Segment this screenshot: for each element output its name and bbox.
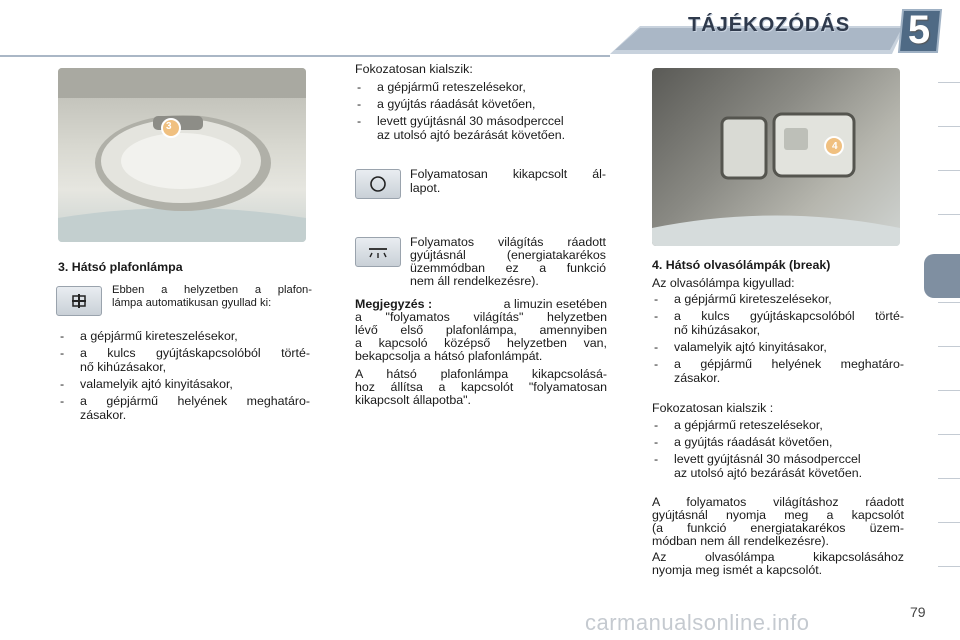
para-line3: kikapcsolt állapotba". [355, 393, 471, 407]
page-number: 79 [910, 604, 926, 620]
middle-intro: Fokozatosan kialszik: [355, 62, 473, 76]
off-position-text-line2: lapot. [410, 181, 441, 195]
list-item: a gépjármű helyének meghatáro- [80, 394, 310, 408]
note-block [355, 298, 607, 363]
on-position-text-line4: nem áll rendelkezésre). [410, 274, 539, 288]
off-position-text-line1: Folyamatosan kikapcsolt ál- [410, 167, 606, 181]
middle-conditions-list: - a gépjármű reteszelésekor, - a gyújtás ráadását követően, - levett gyújtásnál 30 másodperccel az utolsó ajtó bezárását követően. [355, 80, 607, 145]
note-line4: a kapcsoló középső helyzetben van, [355, 336, 607, 350]
para-line2: hoz állítsa a kapcsolót "folyamatosan [355, 380, 607, 394]
para-line1: Az olvasólámpa kikapcsolásához [652, 550, 904, 564]
para-line1: A hátsó plafonlámpa kikapcsolásá- [355, 367, 607, 381]
list-item: a kulcs gyújtáskapcsolóból törté- [80, 346, 310, 360]
list-item: a gyújtás ráadását követően, [377, 97, 536, 111]
watermark: carmanualsonline.info [585, 610, 810, 635]
list-item: a gépjármű reteszelésekor, [377, 80, 526, 94]
auto-mode-switch-icon [56, 286, 102, 316]
rear-ceiling-lamp-photo [58, 68, 306, 242]
list-item-cont: az utolsó ajtó bezárását követően. [674, 466, 863, 480]
para-line4: módban nem áll rendelkezésre). [652, 534, 830, 548]
rear-ceiling-lamp-heading: 3. Hátsó plafonlámpa [58, 260, 183, 274]
list-item: levett gyújtásnál 30 másodperccel [377, 114, 564, 128]
on-position-text-line2: gyújtásnál (energiatakarékos [410, 248, 606, 262]
right-para2 [652, 551, 904, 577]
right-intro: Az olvasólámpa kigyullad: [652, 276, 795, 290]
rear-reading-lamp-photo [652, 68, 900, 246]
note-line5: bekapcsolja a hátsó plafonlámpát. [355, 349, 543, 363]
list-item-cont: nő kihúzásakor, [80, 360, 167, 374]
right-off-conditions-list: - a gépjármű reteszelésekor, - a gyújtás ráadását követően, - levett gyújtásnál 30 másodperccel az utolsó ajtó bezárását követően. [652, 418, 904, 483]
switch-off-paragraph [355, 368, 607, 407]
para-line2: nyomja meg ismét a kapcsolót. [652, 563, 823, 577]
list-item: levett gyújtásnál 30 másodperccel [674, 452, 861, 466]
list-item: a kulcs gyújtáskapcsolóból törté- [674, 309, 904, 323]
note-line3: lévő első plafonlámpa, amennyiben [355, 323, 607, 337]
para-line1: A folyamatos világításhoz ráadott [652, 495, 904, 509]
page-title: TÁJÉKOZÓDÁS [688, 14, 851, 36]
list-item-cont: zásakor. [80, 408, 127, 422]
rear-reading-lamp-heading: 4. Hátsó olvasólámpák (break) [652, 258, 831, 272]
on-position-switch-icon [355, 237, 401, 267]
list-item: valamelyik ajtó kinyitásakor, [674, 340, 827, 354]
chapter-number: 5 [907, 8, 931, 52]
note-line2: a "folyamatos világítás" helyzetben [355, 310, 607, 324]
para-line3: (a funkció energiatakarékos üzem- [652, 521, 904, 535]
off-position-switch-icon [355, 169, 401, 199]
callout-4: 4 [832, 141, 838, 152]
list-item-cont: zásakor. [674, 371, 721, 385]
active-chapter-tab [924, 254, 960, 298]
list-item: a gépjármű kireteszelésekor, [80, 329, 238, 343]
para-line2: gyújtásnál nyomja meg a kapcsolót [652, 508, 904, 522]
list-item-cont: az utolsó ajtó bezárását követően. [377, 128, 566, 142]
auto-mode-note-line1: Ebben a helyzetben a plafon- [112, 284, 312, 296]
right-conditions-list: - a gépjármű kireteszelésekor, - a kulcs gyújtáskapcsolóból törté- nő kihúzásakor, - valamelyik ajtó kinyitásakor, - a gépjármű helyének meghatáro- zásakor. [654, 292, 904, 385]
list-item: a gépjármű reteszelésekor, [674, 418, 823, 432]
on-position-text-line3: üzemmódban ez a funkció [410, 261, 606, 275]
chapter-tab-strip [938, 82, 960, 576]
left-conditions-list: - a gépjármű kireteszelésekor, - a kulcs gyújtáskapcsolóból törté- nő kihúzásakor, - valamelyik ajtó kinyitásakor, - a gépjármű helyének meghatáro- zásakor. [60, 329, 310, 422]
list-item: a gépjármű kireteszelésekor, [674, 292, 832, 306]
list-item: a gépjármű helyének meghatáro- [674, 357, 904, 371]
callout-3: 3 [166, 121, 172, 132]
note-line1: a limuzin esetében [503, 297, 607, 311]
list-item: valamelyik ajtó kinyitásakor, [80, 377, 233, 391]
right-para1 [652, 496, 904, 548]
right-intro2: Fokozatosan kialszik : [652, 401, 774, 415]
auto-mode-note-line2: lámpa automatikusan gyullad ki: [112, 297, 272, 309]
note-label: Megjegyzés : [355, 297, 433, 311]
on-position-text-line1: Folyamatos világítás ráadott [410, 235, 606, 249]
list-item-cont: nő kihúzásakor, [674, 323, 761, 337]
list-item: a gyújtás ráadását követően, [674, 435, 833, 449]
